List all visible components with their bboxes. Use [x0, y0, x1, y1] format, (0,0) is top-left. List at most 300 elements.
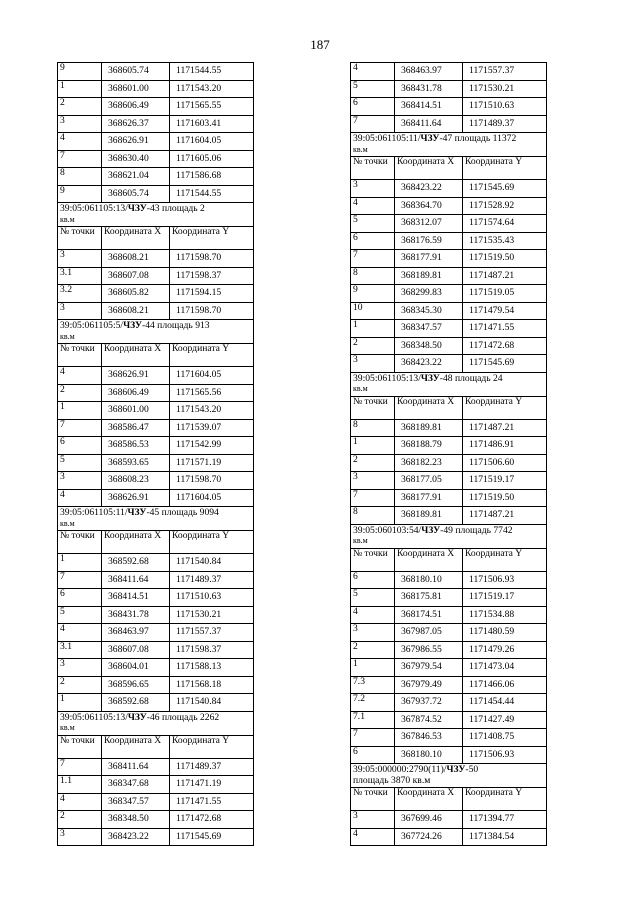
- point-number: 2: [58, 384, 102, 402]
- section-caption: [351, 372, 547, 396]
- coordinate-y: 1171571.19: [170, 454, 254, 472]
- point-number: 8: [351, 507, 395, 525]
- point-number: 2: [351, 454, 395, 472]
- coordinate-y: 1171598.70: [170, 250, 254, 268]
- coordinate-x: 368626.37: [102, 115, 170, 133]
- cadastral-number: 39:05:000000:2790(11)/: [353, 764, 447, 775]
- point-number: 4: [58, 624, 102, 642]
- page-number: 187: [310, 37, 330, 52]
- header-row: [351, 788, 547, 811]
- table-row: [351, 337, 547, 355]
- point-number: 4: [58, 489, 102, 507]
- table-row: [58, 776, 254, 794]
- coordinate-y: 1171466.06: [463, 676, 547, 694]
- zone-code: ЧЗУ: [123, 320, 142, 331]
- table-row: [351, 624, 547, 642]
- header-row: [58, 735, 254, 758]
- coordinate-y: 1171489.37: [463, 115, 547, 133]
- table-row: [351, 828, 547, 846]
- coordinate-x: 368431.78: [395, 80, 463, 98]
- header-y: Координата Y: [170, 531, 254, 554]
- coordinate-y: 1171473.04: [463, 659, 547, 677]
- coordinate-x: 368605.82: [102, 285, 170, 303]
- coordinate-x: 368626.91: [102, 489, 170, 507]
- table-row: [58, 384, 254, 402]
- cadastral-number: 39:05:061105:11/: [60, 507, 128, 518]
- coordinate-y: 1171540.84: [170, 694, 254, 712]
- section-caption: [351, 133, 547, 157]
- header-point: № точки: [58, 735, 102, 758]
- point-number: 7.1: [351, 711, 395, 729]
- coordinate-x: 367979.54: [395, 659, 463, 677]
- header-y: Координата Y: [463, 157, 547, 180]
- header-x: Координата X: [395, 548, 463, 571]
- coordinate-y: 1171598.37: [170, 641, 254, 659]
- table-row: [58, 185, 254, 203]
- table-row: [58, 659, 254, 677]
- coordinate-y: 1171489.37: [170, 571, 254, 589]
- coordinate-y: 1171519.50: [463, 489, 547, 507]
- point-number: 7: [58, 571, 102, 589]
- coordinate-x: 368188.79: [395, 437, 463, 455]
- table-row: [58, 250, 254, 268]
- point-number: 8: [58, 168, 102, 186]
- table-row: [351, 98, 547, 116]
- header-row: [351, 396, 547, 419]
- point-number: 9: [58, 185, 102, 203]
- header-x: Координата X: [395, 157, 463, 180]
- header-row: [58, 344, 254, 367]
- coordinate-x: 368605.74: [102, 63, 170, 81]
- table-row: [58, 472, 254, 490]
- coordinate-y: 1171384.54: [463, 828, 547, 846]
- coordinate-y: 1171543.20: [170, 80, 254, 98]
- coordinate-x: 368182.23: [395, 454, 463, 472]
- coordinate-x: 368601.00: [102, 402, 170, 420]
- table-row: [58, 168, 254, 186]
- header-point: № точки: [351, 788, 395, 811]
- coordinate-y: 1171471.19: [170, 776, 254, 794]
- header-x: Координата X: [395, 788, 463, 811]
- point-number: 7: [351, 115, 395, 133]
- coordinate-x: 368177.91: [395, 489, 463, 507]
- table-row: [58, 589, 254, 607]
- area-unit: кв.м: [353, 144, 368, 154]
- table-row: [351, 589, 547, 607]
- coordinate-y: 1171557.37: [463, 63, 547, 81]
- table-row: [351, 320, 547, 338]
- coordinate-y: 1171545.69: [463, 180, 547, 198]
- coordinate-y: 1171588.13: [170, 659, 254, 677]
- table-row: [351, 811, 547, 829]
- coordinate-y: 1171594.15: [170, 285, 254, 303]
- table-row: [58, 694, 254, 712]
- point-number: 3.1: [58, 267, 102, 285]
- coordinate-y: 1171598.37: [170, 267, 254, 285]
- table-row: [58, 150, 254, 168]
- coordinate-x: 368608.21: [102, 302, 170, 320]
- coordinate-x: 368347.68: [102, 776, 170, 794]
- coordinate-y: 1171506.93: [463, 746, 547, 764]
- coordinate-x: 368348.50: [102, 811, 170, 829]
- coordinate-x: 368607.08: [102, 641, 170, 659]
- coordinate-y: 1171565.56: [170, 384, 254, 402]
- coordinate-y: 1171454.44: [463, 694, 547, 712]
- coordinate-x: 368347.57: [102, 793, 170, 811]
- table-row: [351, 606, 547, 624]
- coordinate-x: 368608.21: [102, 250, 170, 268]
- point-number: 6: [351, 746, 395, 764]
- right-column: [350, 62, 546, 846]
- header-y: Координата Y: [170, 344, 254, 367]
- header-y: Координата Y: [463, 548, 547, 571]
- point-number: 1: [351, 320, 395, 338]
- table-row: [351, 676, 547, 694]
- table-row: [58, 758, 254, 776]
- section-caption: [351, 524, 547, 548]
- coordinate-x: 367724.26: [395, 828, 463, 846]
- point-number: 4: [58, 793, 102, 811]
- point-number: 4: [351, 606, 395, 624]
- table-row: [351, 302, 547, 320]
- header-point: № точки: [58, 227, 102, 250]
- point-number: 3: [58, 302, 102, 320]
- table-row: [351, 571, 547, 589]
- header-row: [351, 157, 547, 180]
- coordinate-x: 368463.97: [395, 63, 463, 81]
- point-number: 2: [58, 98, 102, 116]
- section-caption-row: [351, 764, 547, 788]
- table-row: [351, 419, 547, 437]
- coordinate-y: 1171574.64: [463, 215, 547, 233]
- table-row: [351, 711, 547, 729]
- zone-area-line2: площадь 3870: [353, 774, 411, 786]
- coordinate-y: 1171604.05: [170, 133, 254, 151]
- point-number: 1.1: [58, 776, 102, 794]
- coordinate-y: 1171605.06: [170, 150, 254, 168]
- cadastral-number: 39:05:061105:11/: [353, 133, 421, 144]
- coordinate-x: 368411.64: [102, 571, 170, 589]
- point-number: 4: [58, 367, 102, 385]
- coordinate-y: 1171471.55: [170, 793, 254, 811]
- coordinate-y: 1171489.37: [170, 758, 254, 776]
- coordinate-x: 368606.49: [102, 384, 170, 402]
- coordinate-y: 1171510.63: [463, 98, 547, 116]
- section-caption: [351, 764, 547, 788]
- table-row: [351, 746, 547, 764]
- cadastral-number: 39:05:061105:13/: [60, 711, 128, 723]
- header-point: № точки: [351, 157, 395, 180]
- coordinate-y: 1171528.92: [463, 197, 547, 215]
- cadastral-number: 39:05:061105:13/: [353, 372, 421, 384]
- header-x: Координата X: [102, 735, 170, 758]
- table-row: [351, 267, 547, 285]
- header-x: Координата X: [102, 344, 170, 367]
- table-row: [58, 793, 254, 811]
- coordinate-y: 1171535.43: [463, 232, 547, 250]
- table-row: [351, 115, 547, 133]
- section-caption: [58, 711, 254, 735]
- zone-area: -50: [465, 764, 479, 775]
- coordinate-x: 368586.47: [102, 419, 170, 437]
- table-row: [351, 641, 547, 659]
- header-point: № точки: [351, 396, 395, 419]
- coordinate-x: 368177.05: [395, 472, 463, 490]
- coordinate-y: 1171542.99: [170, 437, 254, 455]
- header-point: № точки: [58, 531, 102, 554]
- table-row: [58, 402, 254, 420]
- table-row: [58, 437, 254, 455]
- table-row: [58, 115, 254, 133]
- area-unit: кв.м: [60, 518, 75, 528]
- point-number: 2: [58, 811, 102, 829]
- coordinate-y: 1171544.55: [170, 63, 254, 81]
- coordinate-x: 368431.78: [102, 606, 170, 624]
- coordinate-x: 368345.30: [395, 302, 463, 320]
- section-caption-row: [351, 524, 547, 548]
- point-number: 1: [58, 402, 102, 420]
- coordinate-x: 368607.08: [102, 267, 170, 285]
- coordinate-y: 1171530.21: [463, 80, 547, 98]
- coordinate-x: 367937.72: [395, 694, 463, 712]
- coordinate-x: 367986.55: [395, 641, 463, 659]
- point-number: 5: [351, 589, 395, 607]
- coordinate-x: 368630.40: [102, 150, 170, 168]
- coordinate-y: 1171565.55: [170, 98, 254, 116]
- coordinate-x: 368414.51: [102, 589, 170, 607]
- cadastral-number: 39:05:061105:5/: [60, 320, 124, 331]
- table-row: [351, 454, 547, 472]
- coordinate-y: 1171506.93: [463, 571, 547, 589]
- coordinate-y: 1171427.49: [463, 711, 547, 729]
- table-row: [58, 624, 254, 642]
- zone-code: ЧЗУ: [127, 711, 147, 723]
- header-row: [58, 531, 254, 554]
- coordinate-x: 368604.01: [102, 659, 170, 677]
- zone-code: ЧЗУ: [127, 507, 147, 518]
- coordinate-x: 367979.49: [395, 676, 463, 694]
- table-row: [351, 489, 547, 507]
- table-row: [58, 641, 254, 659]
- coordinate-x: 368626.91: [102, 367, 170, 385]
- point-number: 3: [58, 659, 102, 677]
- coordinate-y: 1171479.26: [463, 641, 547, 659]
- point-number: 8: [351, 267, 395, 285]
- table-row: [58, 419, 254, 437]
- coordinate-x: 368601.00: [102, 80, 170, 98]
- header-row: [58, 227, 254, 250]
- header-point: № точки: [58, 344, 102, 367]
- point-number: 1: [58, 694, 102, 712]
- coordinate-x: 368586.53: [102, 437, 170, 455]
- table-row: [58, 133, 254, 151]
- table-row: [58, 63, 254, 81]
- point-number: 2: [351, 641, 395, 659]
- point-number: 5: [351, 215, 395, 233]
- coordinate-x: 368175.81: [395, 589, 463, 607]
- table-row: [351, 215, 547, 233]
- point-number: 3: [351, 180, 395, 198]
- point-number: 7: [351, 489, 395, 507]
- coordinate-y: 1171487.21: [463, 267, 547, 285]
- coordinate-y: 1171568.18: [170, 676, 254, 694]
- header-x: Координата X: [395, 396, 463, 419]
- coordinate-y: 1171598.70: [170, 302, 254, 320]
- coordinate-x: 368174.51: [395, 606, 463, 624]
- section-caption-row: [351, 372, 547, 396]
- coordinate-x: 367987.05: [395, 624, 463, 642]
- point-number: 8: [351, 419, 395, 437]
- point-number: 7.3: [351, 676, 395, 694]
- coordinate-y: 1171519.17: [463, 589, 547, 607]
- point-number: 10: [351, 302, 395, 320]
- table-row: [58, 554, 254, 572]
- coordinate-y: 1171545.69: [463, 355, 547, 373]
- section-caption: [58, 320, 254, 344]
- area-unit: кв.м: [353, 536, 368, 545]
- table-row: [58, 267, 254, 285]
- coordinate-y: 1171530.21: [170, 606, 254, 624]
- zone-code: ЧЗУ: [420, 372, 440, 384]
- table-row: [351, 80, 547, 98]
- area-unit: кв.м: [60, 331, 75, 341]
- coordinate-y: 1171486.91: [463, 437, 547, 455]
- header-y: Координата Y: [170, 227, 254, 250]
- zone-area: -49 площадь 7742: [440, 524, 513, 536]
- header-point: № точки: [351, 548, 395, 571]
- point-number: 5: [351, 80, 395, 98]
- header-row: [351, 548, 547, 571]
- point-number: 3: [58, 472, 102, 490]
- section-caption-row: [351, 133, 547, 157]
- coordinate-x: 367846.53: [395, 729, 463, 747]
- table-row: [351, 180, 547, 198]
- section-caption: [58, 203, 254, 227]
- table-row: [351, 437, 547, 455]
- point-number: 7: [58, 758, 102, 776]
- coordinate-x: 368423.22: [102, 828, 170, 846]
- point-number: 2: [58, 676, 102, 694]
- coordinate-x: 367699.46: [395, 811, 463, 829]
- coordinate-x: 368189.81: [395, 419, 463, 437]
- coordinate-y: 1171604.05: [170, 367, 254, 385]
- section-caption-row: [58, 711, 254, 735]
- table-row: [351, 285, 547, 303]
- point-number: 7: [351, 250, 395, 268]
- header-x: Координата X: [102, 227, 170, 250]
- coordinate-y: 1171604.05: [170, 489, 254, 507]
- point-number: 3: [351, 472, 395, 490]
- coordinate-x: 368463.97: [102, 624, 170, 642]
- zone-code: ЧЗУ: [421, 524, 441, 536]
- zone-area: -43 площадь 2: [146, 203, 205, 214]
- zone-code: ЧЗУ: [127, 203, 147, 214]
- point-number: 3.2: [58, 285, 102, 303]
- section-caption-row: [58, 203, 254, 227]
- table-row: [58, 811, 254, 829]
- coordinate-x: 368423.22: [395, 355, 463, 373]
- coordinate-y: 1171472.68: [463, 337, 547, 355]
- coordinate-x: 368177.91: [395, 250, 463, 268]
- coordinate-y: 1171603.41: [170, 115, 254, 133]
- point-number: 3.1: [58, 641, 102, 659]
- coordinate-y: 1171472.68: [170, 811, 254, 829]
- coordinate-y: 1171519.17: [463, 472, 547, 490]
- table-row: [351, 197, 547, 215]
- point-number: 4: [58, 133, 102, 151]
- point-number: 1: [351, 659, 395, 677]
- coordinates-table-left: [57, 62, 254, 846]
- point-number: 4: [351, 197, 395, 215]
- coordinate-x: 368180.10: [395, 571, 463, 589]
- coordinate-x: 368593.65: [102, 454, 170, 472]
- table-row: [58, 285, 254, 303]
- table-row: [351, 694, 547, 712]
- area-unit: кв.м: [60, 723, 75, 732]
- header-y: Координата Y: [463, 788, 547, 811]
- table-row: [351, 507, 547, 525]
- point-number: 5: [58, 606, 102, 624]
- point-number: 3: [58, 250, 102, 268]
- table-row: [58, 606, 254, 624]
- coordinate-y: 1171487.21: [463, 507, 547, 525]
- coordinate-x: 368411.64: [102, 758, 170, 776]
- point-number: 4: [351, 63, 395, 81]
- coordinate-y: 1171519.50: [463, 250, 547, 268]
- coordinate-y: 1171506.60: [463, 454, 547, 472]
- point-number: 7: [351, 729, 395, 747]
- coordinate-y: 1171544.55: [170, 185, 254, 203]
- point-number: 9: [351, 285, 395, 303]
- coordinate-x: 368189.81: [395, 507, 463, 525]
- coordinate-x: 367874.52: [395, 711, 463, 729]
- point-number: 7: [58, 150, 102, 168]
- coordinate-x: 368423.22: [395, 180, 463, 198]
- coordinate-y: 1171408.75: [463, 729, 547, 747]
- section-caption: [58, 507, 254, 531]
- table-row: [58, 98, 254, 116]
- area-unit: кв.м: [412, 774, 431, 786]
- coordinate-x: 368347.57: [395, 320, 463, 338]
- coordinate-y: 1171534.88: [463, 606, 547, 624]
- zone-area: -44 площадь 913: [142, 320, 210, 331]
- coordinate-x: 368180.10: [395, 746, 463, 764]
- point-number: 3: [58, 115, 102, 133]
- zone-area: -46 площадь 2262: [146, 711, 220, 723]
- coordinate-y: 1171510.63: [170, 589, 254, 607]
- point-number: 3: [351, 624, 395, 642]
- coordinate-y: 1171540.84: [170, 554, 254, 572]
- coordinate-y: 1171543.20: [170, 402, 254, 420]
- coordinates-table-right: [350, 62, 547, 846]
- coordinate-y: 1171479.54: [463, 302, 547, 320]
- point-number: 6: [351, 98, 395, 116]
- zone-area: -45 площадь 9094: [146, 507, 219, 518]
- coordinate-x: 368592.68: [102, 554, 170, 572]
- cadastral-number: 39:05:060103:54/: [353, 524, 422, 536]
- section-caption-row: [58, 320, 254, 344]
- point-number: 3: [351, 355, 395, 373]
- section-caption-row: [58, 507, 254, 531]
- area-unit: кв.м: [353, 384, 368, 393]
- coordinate-y: 1171545.69: [170, 828, 254, 846]
- coordinate-x: 368592.68: [102, 694, 170, 712]
- coordinate-y: 1171480.59: [463, 624, 547, 642]
- point-number: 7.2: [351, 694, 395, 712]
- coordinate-y: 1171471.55: [463, 320, 547, 338]
- point-number: 1: [58, 554, 102, 572]
- table-row: [58, 489, 254, 507]
